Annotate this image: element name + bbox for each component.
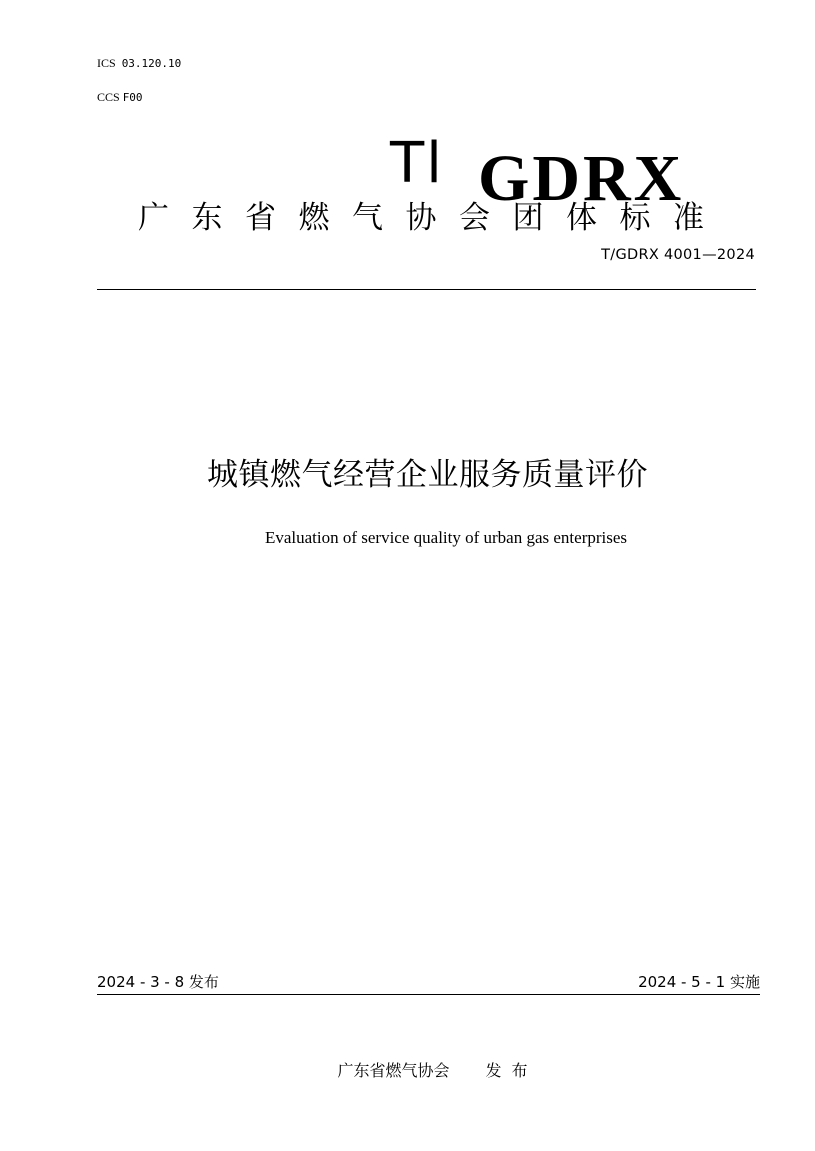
ics-code: 03.120.10 <box>121 57 182 70</box>
document-title-zh: 城镇燃气经营企业服务质量评价 <box>207 457 648 493</box>
ccs-code: F00 <box>122 91 143 104</box>
bottom-divider <box>97 994 760 995</box>
logo-prefix: Tl <box>390 131 444 196</box>
publisher-name: 广东省燃气协会 <box>337 1061 450 1080</box>
ics-label: ICS <box>97 56 116 70</box>
ccs-line <box>97 90 143 105</box>
implementation-date: 2024 - 5 - 1 实施 <box>638 973 760 991</box>
publish-action: 发布 <box>485 1061 538 1080</box>
standard-type-title: 广东省燃气协会团体标准 <box>138 200 727 236</box>
standard-number: T/GDRX 4001—2024 <box>601 247 755 263</box>
publisher-line <box>0 1058 815 1081</box>
logo-code: GDRX <box>478 142 685 215</box>
ics-line <box>97 56 181 71</box>
top-divider <box>97 289 756 290</box>
issue-date: 2024 - 3 - 8 发布 <box>97 973 219 991</box>
ccs-label: CCS <box>97 90 120 104</box>
document-title-en: Evaluation of service quality of urban gas enterprises <box>264 528 628 547</box>
